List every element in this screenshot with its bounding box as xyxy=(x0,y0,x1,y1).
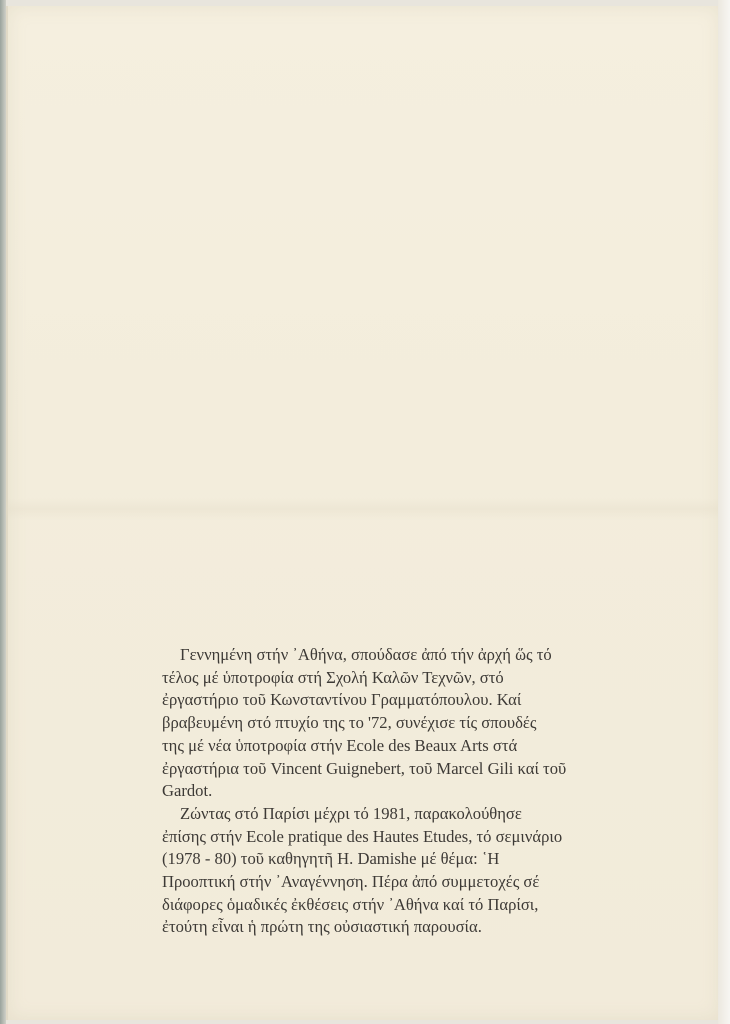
page-edge xyxy=(718,0,730,1024)
text-line: βραβευμένη στό πτυχίο της το '72, συνέχισε τίς σπουδές xyxy=(162,713,537,733)
text-line: (1978 - 80) τοῦ καθηγητῆ H. Damishe μέ θέμα: ῾Η xyxy=(162,849,500,869)
text-line: της μέ νέα ὑποτροφία στήν Ecole des Beaux Arts στά xyxy=(162,735,518,755)
text-line: ἐργαστήρια τοῦ Vincent Guignebert, τοῦ Marcel Gili καί τοῦ xyxy=(162,758,567,778)
paragraph-2 xyxy=(162,803,644,939)
text-line: Προοπτική στήν ᾿Αναγέννηση. Πέρα ἀπό συμμετοχές σέ xyxy=(162,872,540,892)
text-line: Γεννημένη στήν ᾿Αθήνα, σπούδασε ἀπό τήν ἀρχή ὥς τό xyxy=(180,645,552,664)
text-line: ἐργαστήριο τοῦ Κωνσταντίνου Γραμματόπουλου. Καί xyxy=(162,690,522,710)
paragraph-1 xyxy=(162,644,644,803)
text-line: ἐπίσης στήν Ecole pratique des Hautes Etudes, τό σεμινάριο xyxy=(162,826,563,846)
text-line: Gardot. xyxy=(162,781,213,801)
paper-fold xyxy=(6,498,718,520)
text-line: τέλος μέ ὑποτροφία στή Σχολή Καλῶν Τεχνῶν, στό xyxy=(162,667,504,687)
text-line: Ζώντας στό Παρίσι μέχρι τό 1981, παρακολούθησε xyxy=(180,803,522,823)
text-line: ἐτούτη εἶναι ἡ πρώτη της οὐσιαστική παρουσία. xyxy=(162,917,482,937)
biography-text xyxy=(162,644,644,939)
text-line: διάφορες ὁμαδικές ἐκθέσεις στήν ᾿Αθήνα καί τό Παρίσι, xyxy=(162,894,539,914)
